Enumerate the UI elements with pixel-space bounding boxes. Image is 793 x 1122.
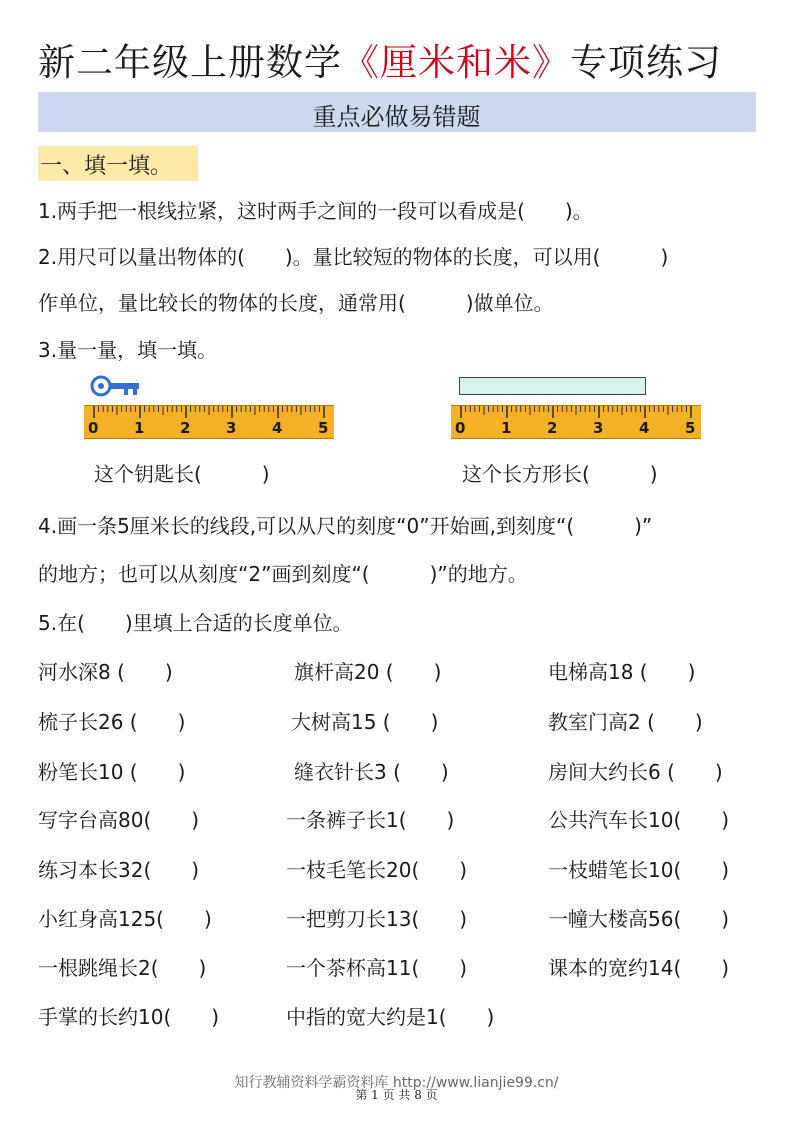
ruler-left-label-1: 1 bbox=[134, 419, 145, 437]
question-1: 1.两手把一根线拉紧，这时两手之间的一段可以看成是( )。 bbox=[38, 199, 593, 223]
grid-item: 课本的宽约14( ) bbox=[548, 956, 730, 980]
ruler-right-label-0: 0 bbox=[455, 419, 466, 437]
grid-item: 缝衣针长3 ( ) bbox=[294, 760, 449, 784]
grid-item: 一幢大楼高56( ) bbox=[548, 907, 730, 931]
grid-item: 一根跳绳长2( ) bbox=[38, 956, 207, 980]
grid-item: 大树高15 ( ) bbox=[291, 710, 439, 734]
ruler-right-label-4: 4 bbox=[639, 419, 650, 437]
grid-item: 房间大约长6 ( ) bbox=[548, 760, 723, 784]
question-5: 5.在( )里填上合适的长度单位。 bbox=[38, 611, 353, 635]
question-4-line-2: 的地方；也可以从刻度“2”画到刻度“( )”的地方。 bbox=[38, 562, 528, 586]
ruler-right-label-3: 3 bbox=[593, 419, 604, 437]
grid-item: 练习本长32( ) bbox=[38, 858, 200, 882]
ruler-right-label-1: 1 bbox=[501, 419, 512, 437]
ruler-left-label-2: 2 bbox=[180, 419, 191, 437]
ruler-right-label-2: 2 bbox=[547, 419, 558, 437]
question-2-line-1: 2.用尺可以量出物体的( )。量比较短的物体的长度，可以用( ) bbox=[38, 245, 669, 269]
question-2-line-2: 作单位，量比较长的物体的长度，通常用( )做单位。 bbox=[38, 291, 554, 315]
key-icon bbox=[90, 374, 142, 398]
ruler-right bbox=[451, 405, 701, 439]
grid-item: 小红身高125( ) bbox=[38, 907, 212, 931]
ruler-caption-right: 这个长方形长( ) bbox=[462, 462, 658, 486]
ruler-caption-left: 这个钥匙长( ) bbox=[94, 462, 270, 486]
title-highlight: 《厘米和米》 bbox=[342, 41, 570, 84]
grid-item: 手掌的长约10( ) bbox=[38, 1005, 220, 1029]
ruler-left-label-3: 3 bbox=[226, 419, 237, 437]
page-title: 新二年级上册数学《厘米和米》专项练习 bbox=[38, 41, 722, 84]
grid-item: 教室门高2 ( ) bbox=[548, 710, 703, 734]
grid-item: 一枝蜡笔长10( ) bbox=[548, 858, 730, 882]
rectangle-shape bbox=[459, 377, 646, 395]
grid-item: 电梯高18 ( ) bbox=[548, 660, 696, 684]
grid-item: 一把剪刀长13( ) bbox=[286, 907, 468, 931]
grid-item: 粉笔长10 ( ) bbox=[38, 760, 186, 784]
section-heading: 一、填一填。 bbox=[40, 154, 173, 179]
grid-item: 一枝毛笔长20( ) bbox=[286, 858, 468, 882]
grid-item: 旗杆高20 ( ) bbox=[294, 660, 442, 684]
ruler-left bbox=[84, 405, 334, 439]
ruler-left-label-4: 4 bbox=[272, 419, 283, 437]
page-number: 第 1 页 共 8 页 bbox=[355, 1088, 438, 1102]
question-3: 3.量一量，填一填。 bbox=[38, 338, 218, 362]
grid-item: 河水深8 ( ) bbox=[38, 660, 173, 684]
subtitle: 重点必做易错题 bbox=[312, 103, 481, 131]
question-4-line-1: 4.画一条5厘米长的线段,可以从尺的刻度“0”开始画,到刻度“( )” bbox=[38, 514, 653, 538]
grid-item: 一条裤子长1( ) bbox=[286, 808, 455, 832]
footer-watermark: 知行教辅资料学霸资料库 http://www.lianjie99.cn/ bbox=[234, 1075, 559, 1091]
grid-item: 公共汽车长10( ) bbox=[548, 808, 730, 832]
ruler-right-label-5: 5 bbox=[685, 419, 696, 437]
grid-item: 中指的宽大约是1( ) bbox=[286, 1005, 495, 1029]
ruler-left-label-0: 0 bbox=[88, 419, 99, 437]
ruler-ticks bbox=[451, 406, 701, 438]
grid-item: 一个茶杯高11( ) bbox=[286, 956, 468, 980]
grid-item: 写字台高80( ) bbox=[38, 808, 200, 832]
ruler-ticks bbox=[84, 406, 334, 438]
ruler-left-label-5: 5 bbox=[318, 419, 329, 437]
grid-item: 梳子长26 ( ) bbox=[38, 710, 186, 734]
